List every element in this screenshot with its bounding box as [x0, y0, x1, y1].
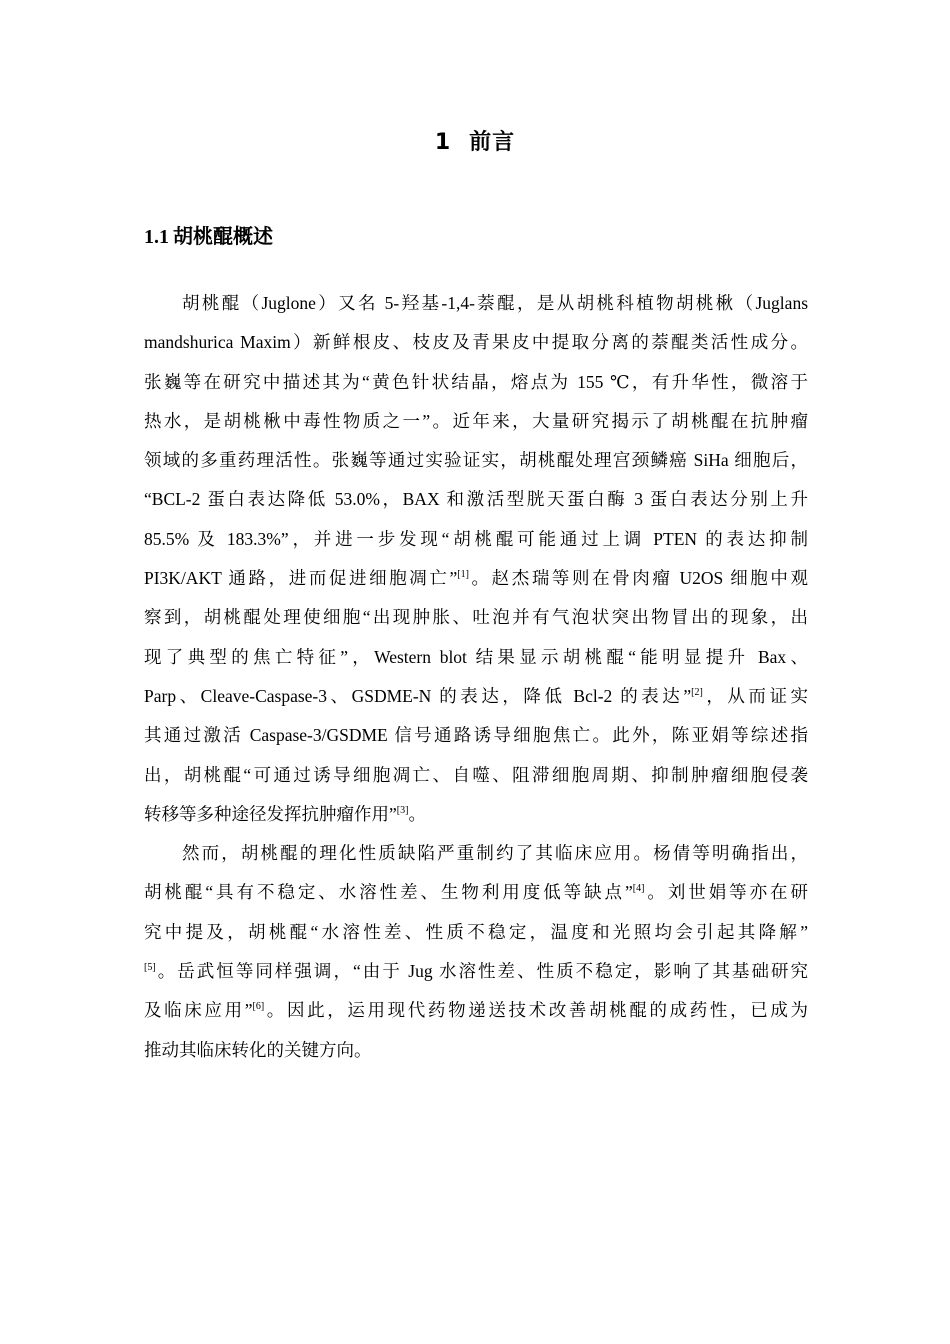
line-text: 85.5% 及 183.3%”，并进一步发现“胡桃醌可能通过上调 PTEN 的表达抑制 [144, 528, 808, 549]
line-text: 胡桃醌（Juglone）又名 5-羟基-1,4-萘醌，是从胡桃科植物胡桃楸（Juglans [182, 293, 808, 313]
line-text-after-citation: 。因此，运用现代药物递送技术改善胡桃醌的成药性，已成为 [264, 1000, 808, 1021]
line-text: “BCL-2 蛋白表达降低 53.0%，BAX 和激活型胱天蛋白酶 3 蛋白表达分别上升 [144, 489, 808, 510]
text-line [144, 638, 808, 677]
section-heading [144, 220, 273, 253]
line-text-after-citation: 。刘世娟等亦在研 [644, 882, 808, 903]
text-line [144, 756, 808, 795]
text-line [144, 1031, 808, 1070]
text-line [144, 716, 808, 755]
text-line [144, 559, 808, 598]
section-title-text: 胡桃醌概述 [173, 224, 273, 248]
text-line [144, 834, 808, 873]
text-line [144, 795, 808, 834]
citation-ref: [4] [632, 883, 645, 895]
section-number: 1.1 [144, 226, 169, 248]
line-text: 胡桃醌“具有不稳定、水溶性差、生物利用度低等缺点” [144, 882, 633, 903]
line-text: Parp、Cleave-Caspase-3、GSDME-N 的表达，降低 Bcl-2 的表达” [144, 685, 692, 706]
line-text: 热水，是胡桃楸中毒性物质之一”。近年来，大量研究揭示了胡桃醌在抗肿瘤 [144, 410, 808, 431]
line-text: PI3K/AKT 通路，进而促进细胞凋亡” [144, 568, 458, 589]
line-text-after-citation: 。 [408, 803, 426, 824]
line-text: 领域的多重药理活性。张巍等通过实验证实，胡桃醌处理宫颈鳞癌 SiHa 细胞后， [144, 450, 808, 471]
line-text: 其通过激活 Caspase-3/GSDME 信号通路诱导细胞焦亡。此外，陈亚娟等综述指 [144, 725, 808, 746]
citation-ref: [2] [691, 686, 703, 698]
line-text: 出，胡桃醌“可通过诱导细胞凋亡、自噬、阻滞细胞周期、抑制肿瘤细胞侵袭 [144, 764, 808, 785]
text-line [144, 991, 808, 1030]
text-line [144, 284, 808, 323]
paragraph-1 [144, 284, 808, 834]
text-line [144, 402, 808, 441]
line-text-after-citation: 。赵杰瑞等则在骨肉瘤 U2OS 细胞中观 [468, 568, 808, 589]
citation-ref: [5] [144, 962, 156, 974]
body-text [144, 284, 808, 1070]
text-line [144, 952, 808, 991]
chapter-heading [0, 126, 950, 160]
line-text-after-citation: 。岳武恒等同样强调，“由于 Jug 水溶性差、性质不稳定，影响了其基础研究 [155, 961, 808, 982]
text-line [144, 598, 808, 637]
line-text: 现了典型的焦亡特征”，Western blot 结果显示胡桃醌“能明显提升 Bax、 [144, 646, 808, 667]
text-line [144, 363, 808, 402]
line-text: mandshurica Maxim）新鲜根皮、枝皮及青果皮中提取分离的萘醌类活性成分。 [144, 332, 808, 353]
line-text-after-citation: ，从而证实 [702, 685, 808, 706]
line-text: 及临床应用” [144, 1000, 253, 1021]
line-text: 推动其临床转化的关键方向。 [144, 1039, 372, 1060]
citation-ref: [1] [457, 569, 469, 581]
text-line [144, 913, 808, 952]
chapter-number: 1 [434, 130, 452, 155]
text-line [144, 323, 808, 362]
line-text: 究中提及，胡桃醌“水溶性差、性质不稳定，温度和光照均会引起其降解” [144, 921, 808, 942]
text-line [144, 677, 808, 716]
line-text: 张巍等在研究中描述其为“黄色针状结晶，熔点为 155 ℃，有升华性，微溶于 [144, 371, 808, 392]
text-line [144, 480, 808, 519]
line-text: 察到，胡桃醌处理使细胞“出现肿胀、吐泡并有气泡状突出物冒出的现象，出 [144, 607, 808, 628]
citation-ref: [3] [396, 804, 409, 816]
line-text: 然而，胡桃醌的理化性质缺陷严重制约了其临床应用。杨倩等明确指出， [182, 843, 808, 864]
text-line [144, 520, 808, 559]
chapter-title-text: 前言 [469, 130, 516, 155]
paragraph-2 [144, 834, 808, 1070]
text-line [144, 873, 808, 912]
text-line [144, 441, 808, 480]
citation-ref: [6] [252, 1001, 265, 1013]
line-text: 转移等多种途径发挥抗肿瘤作用” [144, 803, 397, 824]
